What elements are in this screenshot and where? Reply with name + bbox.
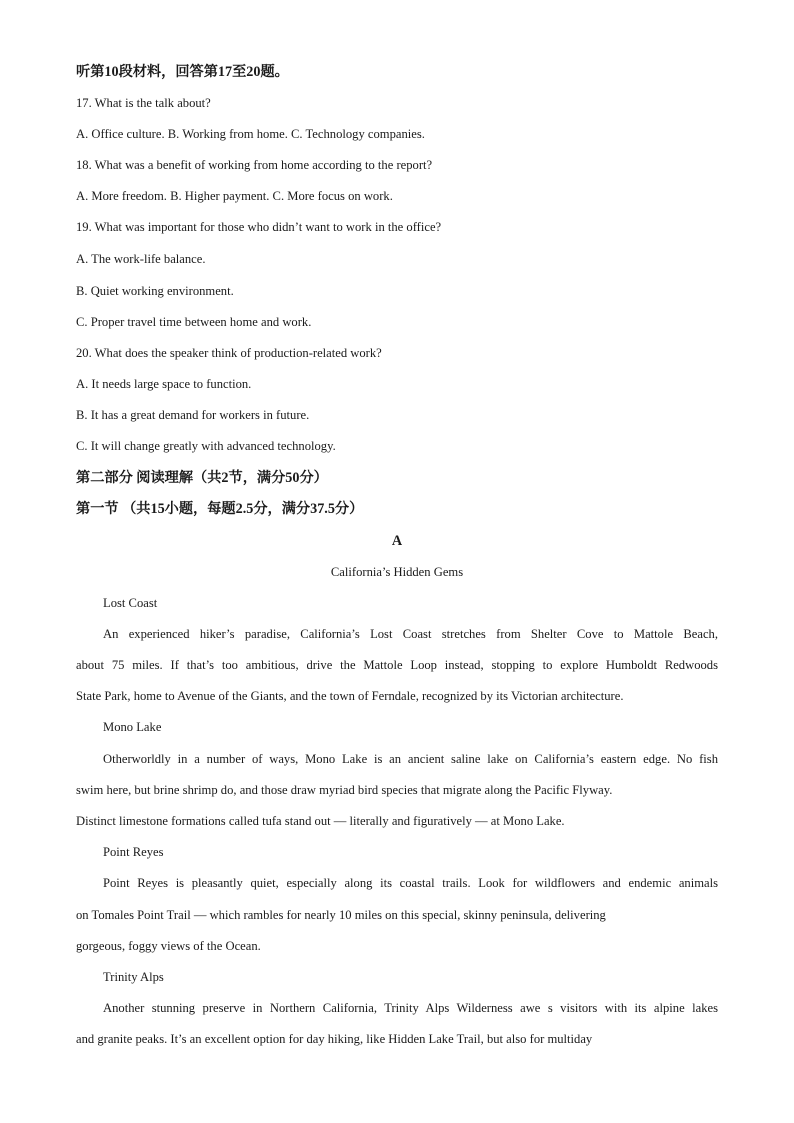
- question-18-options: A. More freedom. B. Higher payment. C. More focus on work.: [76, 189, 393, 203]
- question-19-option-b: B. Quiet working environment.: [76, 284, 234, 298]
- question-17-stem: 17. What is the talk about?: [76, 96, 211, 110]
- question-20-option-b: B. It has a great demand for workers in future.: [76, 408, 310, 422]
- section-title-trinity-alps: Trinity Alps: [103, 970, 164, 984]
- paragraph-line: gorgeous, foggy views of the Ocean.: [76, 939, 261, 953]
- question-18-stem: 18. What was a benefit of working from home according to the report?: [76, 158, 433, 172]
- passage-title: California’s Hidden Gems: [330, 565, 464, 579]
- paragraph-line: and granite peaks. It’s an excellent option for day hiking, like Hidden Lake Trail, but also for multiday: [76, 1032, 593, 1046]
- paragraph-line: on Tomales Point Trail — which rambles for nearly 10 miles on this special, skinny peninsula, delivering: [76, 908, 606, 922]
- question-20-stem: 20. What does the speaker think of production-related work?: [76, 346, 382, 360]
- section-title-lost-coast: Lost Coast: [103, 596, 158, 610]
- section-one-heading: 第一节 （共15小题，每题2.5分，满分37.5分）: [76, 501, 364, 517]
- paragraph-line: swim here, but brine shrimp do, and those draw myriad bird species that migrate along the Pacific Flyway.: [76, 783, 613, 797]
- paragraph-line: Point Reyes is pleasantly quiet, especially along its coastal trails. Look for wildflowers and endemic animals: [103, 876, 718, 890]
- section-title-point-reyes: Point Reyes: [103, 845, 164, 859]
- paragraph-line: State Park, home to Avenue of the Giants, and the town of Ferndale, recognized by its Victorian architecture.: [76, 689, 624, 703]
- passage-letter: A: [391, 533, 403, 549]
- question-17-options: A. Office culture. B. Working from home. C. Technology companies.: [76, 127, 425, 141]
- listening-section-heading: 听第10段材料，回答第17至20题。: [76, 64, 289, 80]
- section-title-mono-lake: Mono Lake: [103, 720, 162, 734]
- question-19-option-c: C. Proper travel time between home and work.: [76, 315, 312, 329]
- question-20-option-a: A. It needs large space to function.: [76, 377, 252, 391]
- part-two-heading: 第二部分 阅读理解（共2节，满分50分）: [76, 470, 328, 486]
- paragraph-line: Distinct limestone formations called tufa stand out — literally and figuratively — at Mono Lake.: [76, 814, 565, 828]
- question-19-option-a: A. The work-life balance.: [76, 252, 206, 266]
- paragraph-line: Otherworldly in a number of ways, Mono Lake is an ancient saline lake on California’s eastern edge. No fish: [103, 752, 718, 766]
- paragraph-line: about 75 miles. If that’s too ambitious, drive the Mattole Loop instead, stopping to explore Humboldt Redwoods: [76, 658, 718, 672]
- paragraph-line: An experienced hiker’s paradise, California’s Lost Coast stretches from Shelter Cove to Mattole Beach,: [103, 627, 718, 641]
- question-20-option-c: C. It will change greatly with advanced technology.: [76, 439, 336, 453]
- paragraph-line: Another stunning preserve in Northern California, Trinity Alps Wilderness awe s visitors with its alpine lakes: [103, 1001, 718, 1015]
- question-19-stem: 19. What was important for those who didn’t want to work in the office?: [76, 220, 442, 234]
